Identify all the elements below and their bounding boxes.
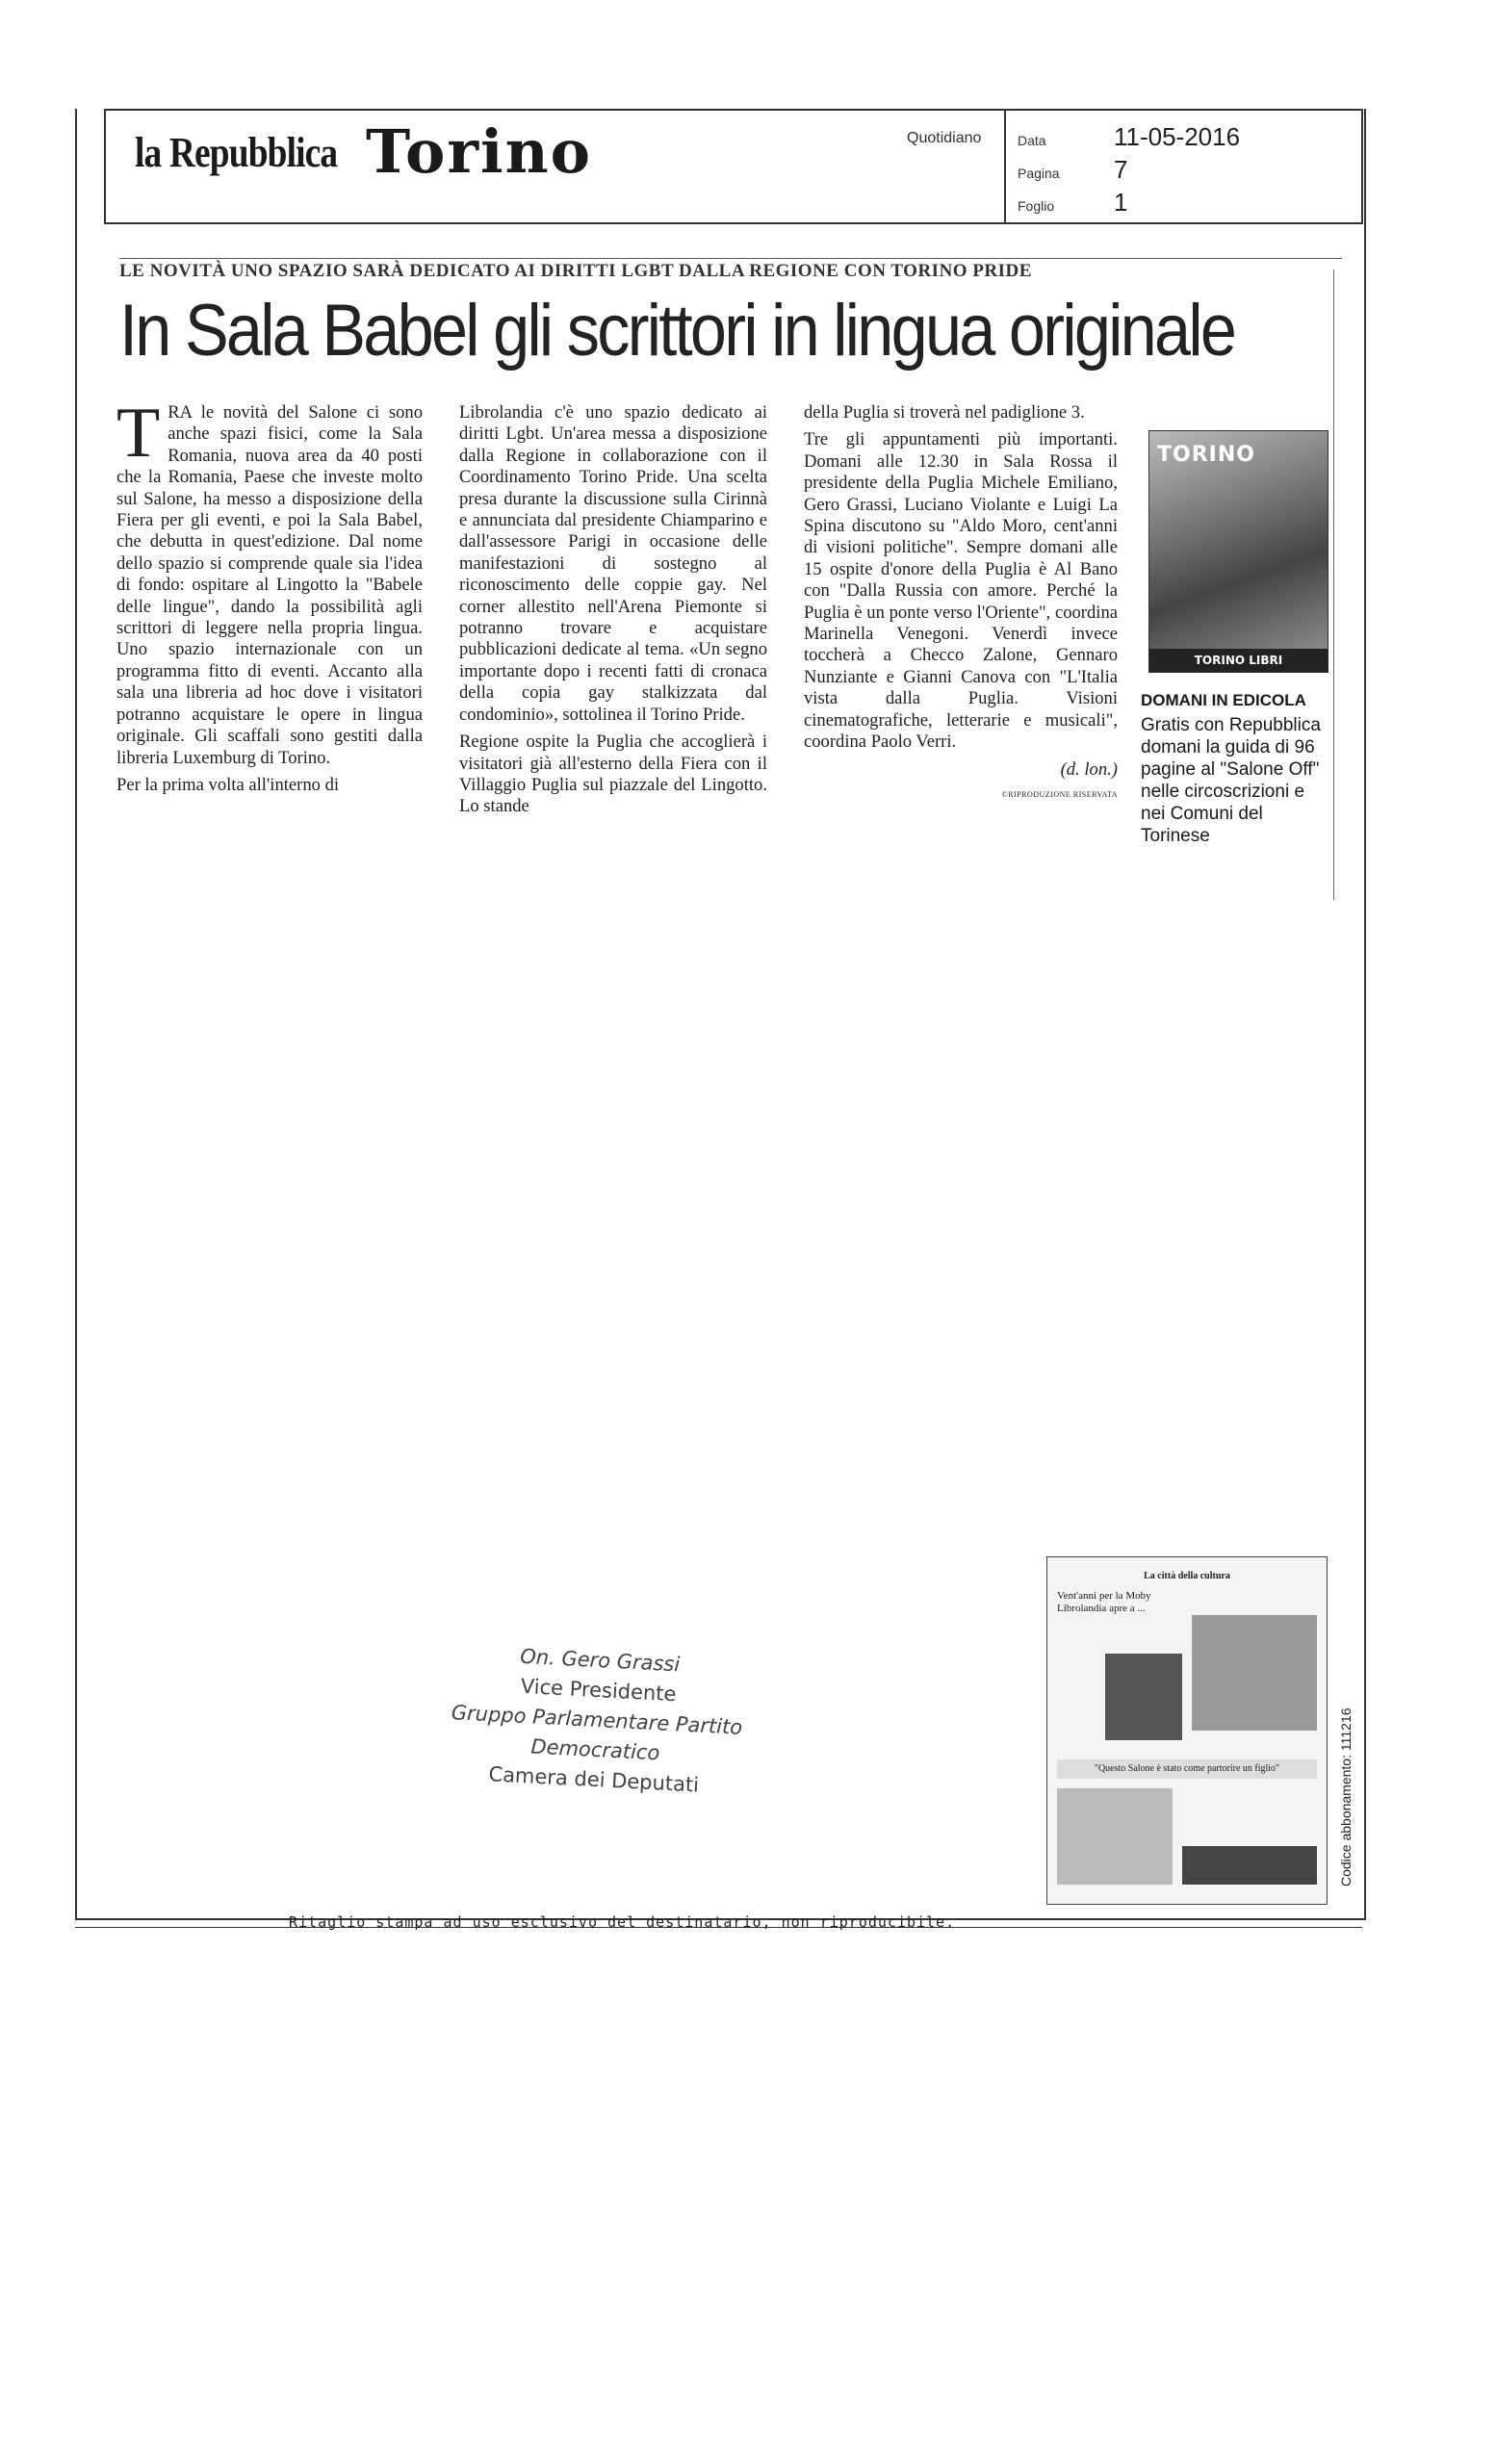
publication-type: Quotidiano [907, 130, 982, 146]
thumbnail-photo-1 [1192, 1615, 1317, 1731]
clipping-header [104, 109, 1363, 224]
thumbnail-caption-bar [1057, 1759, 1317, 1779]
col3-paragraph-1: della Puglia si troverà nel padiglione 3. [804, 402, 1085, 423]
promo-text: Gratis con Repubblica domani la guida di 96 pagine al "Salone Off" nelle circoscrizioni e nei Comuni del Torinese [1141, 715, 1321, 846]
promo-title: DOMANI IN EDICOLA [1141, 691, 1306, 709]
copyright-notice: ©RIPRODUZIONE RISERVATA [1001, 789, 1118, 799]
column-divider [1333, 270, 1334, 900]
thumbnail-headline: Vent'anni per la Moby Librolandia apre a ... [1057, 1590, 1151, 1614]
masthead-torino: Torino [366, 116, 593, 187]
article-column-3 [804, 402, 1118, 806]
promo-cover-footer: TORINO LIBRI [1149, 649, 1328, 672]
stamp-role: Vice Presidente [520, 1674, 678, 1707]
meta-page: Pagina 7 [1018, 155, 1128, 184]
masthead [135, 116, 593, 187]
col1-paragraph-2: Per la prima volta all'interno di [116, 774, 340, 795]
thumbnail-text-block [1057, 1788, 1173, 1885]
article-headline: In Sala Babel gli scrittori in lingua originale [119, 290, 1235, 372]
thumbnail-caption: "Questo Salone è stato come partorire un figlio" [1094, 1763, 1280, 1774]
col3-paragraph-2: Tre gli appuntamenti più importanti. Domani alle 12.30 in Sala Rossa il presidente della Puglia Michele Emiliano, Gero Grassi, Luciano Violante e Luigi La Spina discutono su "Aldo Moro, cent'anni di visioni politiche". Sempre domani alle 15 ospite d'onore della Puglia è Al Bano con "Dalla Russia con amore. Perché la Puglia è un ponte verso l'Oriente", coordina Marinella Venegoni. Venerdì invece toccherà a Checco Zalone, Gennaro Nunziante e Gianni Canova con "L'Italia vista dalla Puglia. Visioni cinematografiche, letterarie e musicali", coordina Paolo Verri. [804, 429, 1118, 753]
meta-box [1004, 111, 1363, 222]
meta-sheet: Foglio 1 [1018, 188, 1128, 217]
author-signature: (d. lon.) [1060, 758, 1118, 780]
thumbnail-photo-2 [1105, 1654, 1182, 1740]
meta-date: Data 11-05-2016 [1018, 122, 1241, 151]
col1-paragraph-1: RA le novità del Salone ci sono anche spazi fisici, come la Sala Romania, nuova area da 40 posti che la Romania, Paese che investe molto sul Salone, ha messo a disposizione della Fiera per gli eventi, e poi la Sala Babel, che debutta in quest'edizione. Dal nome dello spazio si comprende quale sia l'idea di fondo: ospitare al Lingotto la "Babele delle lingue", dando la possibilità agli scrittori di leggere nella propria lingua. Uno spazio internazionale con un programma fitto di eventi. Accanto alla sala una libreria ad hoc dove i visitatori potranno acquistare le opere in lingua originale. Gli scaffali sono gestiti dalla libreria Luxemburg di Torino. [116, 402, 423, 768]
stamp-name: On. Gero Grassi [519, 1644, 681, 1677]
article-column-1 [116, 394, 423, 802]
col2-paragraph-2: Regione ospite la Puglia che accoglierà i visitatori già all'esterno della Fiera con il Villaggio Puglia sul piazzale del Lingotto. Lo stande [459, 732, 767, 817]
stamp-chamber: Camera dei Deputati [487, 1762, 700, 1797]
masthead-repubblica: la Repubblica [135, 129, 338, 176]
subscription-code: Codice abbonamento: 111216 [1338, 1707, 1354, 1886]
stamp-group: Gruppo Parlamentare Partito Democratico [451, 1701, 743, 1765]
promo-cover-logo: TORINO [1157, 443, 1255, 467]
page-thumbnail [1046, 1556, 1328, 1905]
office-stamp [381, 1635, 812, 1807]
dropcap: T [116, 394, 161, 473]
article-overline: LE NOVITÀ UNO SPAZIO SARÀ DEDICATO AI DIRITTI LGBT DALLA REGIONE CON TORINO PRIDE [119, 258, 1342, 282]
reproduction-notice: Ritaglio stampa ad uso esclusivo del destinatario, non riproducibile. [289, 1913, 956, 1931]
promo-cover-image [1148, 430, 1328, 673]
thumbnail-dark-block [1182, 1846, 1317, 1885]
article-column-2 [459, 402, 767, 824]
thumbnail-section: La città della cultura [1144, 1571, 1230, 1581]
col2-paragraph-1: Librolandia c'è uno spazio dedicato ai diritti Lgbt. Un'area messa a disposizione dalla Regione in collaborazione con il Coordinamento Torino Pride. Una scelta presa durante la discussione sulla Cirinnà e annunciata dal presidente Chiamparino e dall'assessore Parigi in occasione delle manifestazioni di sostegno al riconoscimento delle coppie gay. Nel corner allestito nell'Arena Piemonte si potranno trovare e acquistare pubblicazioni dedicate al tema. «Un segno importante dopo i recenti fatti di cronaca della copia gay stalkizzata dal condominio», sottolinea il Torino Pride. [459, 402, 767, 725]
